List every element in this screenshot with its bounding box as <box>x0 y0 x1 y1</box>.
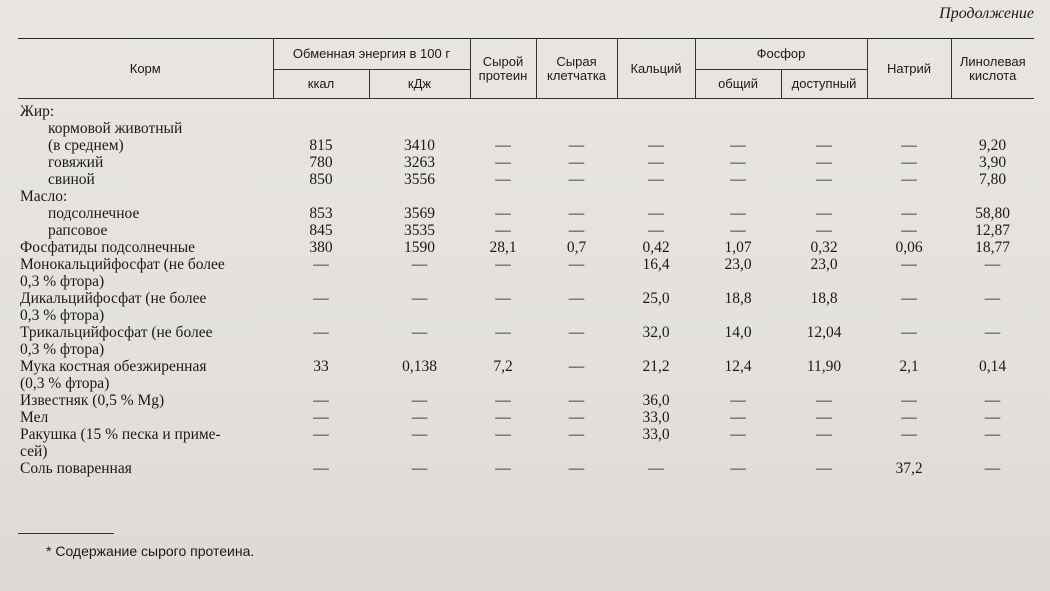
table-row <box>18 239 1034 256</box>
header-fiber: Сырая клетчатка <box>536 39 617 99</box>
p-available-cell <box>781 273 867 290</box>
kj-cell: — <box>411 324 428 341</box>
p-available-cell: 0,32 <box>810 239 838 256</box>
table-row <box>18 375 1034 392</box>
sodium-cell: — <box>901 324 917 341</box>
header-p-total: общий <box>695 70 781 99</box>
p-total-cell: 14,0 <box>724 324 752 341</box>
header-sodium: Натрий <box>867 39 951 99</box>
table-row <box>18 273 1034 290</box>
sodium-cell <box>867 273 951 290</box>
table-row <box>18 426 1034 443</box>
sodium-cell <box>867 120 951 137</box>
protein-cell: — <box>495 154 511 171</box>
kj-cell <box>369 375 470 392</box>
feed-name-cell: Известняк (0,5 % Mg) <box>20 392 165 409</box>
linoleic-cell <box>951 375 1034 392</box>
sodium-cell <box>867 99 951 121</box>
feed-name-cell: говяжий <box>48 154 104 171</box>
p-available-cell: 11,90 <box>806 358 842 375</box>
protein-cell: — <box>495 426 511 443</box>
protein-cell <box>470 307 536 324</box>
table-row <box>18 120 1034 137</box>
calcium-cell: 0,42 <box>642 239 670 256</box>
p-total-cell: — <box>730 392 746 409</box>
protein-cell <box>470 341 536 358</box>
sodium-cell <box>867 443 951 460</box>
fiber-cell <box>536 375 617 392</box>
sodium-cell: — <box>901 222 917 239</box>
p-available-cell <box>781 120 867 137</box>
sodium-cell: — <box>901 409 917 426</box>
linoleic-cell <box>951 188 1034 205</box>
kcal-cell: 33 <box>313 358 329 375</box>
fiber-cell: — <box>568 392 585 409</box>
header-calcium: Кальций <box>617 39 695 99</box>
kj-cell: — <box>411 392 428 409</box>
sodium-cell: — <box>901 426 917 443</box>
p-total-cell: — <box>730 460 746 477</box>
p-total-cell: 12,4 <box>724 358 752 375</box>
p-total-cell: 1,07 <box>724 239 752 256</box>
sodium-cell: — <box>901 205 917 222</box>
kj-cell <box>369 341 470 358</box>
p-available-cell: — <box>816 460 832 477</box>
kcal-cell <box>273 188 369 205</box>
p-total-cell: — <box>730 222 746 239</box>
fiber-cell <box>536 443 617 460</box>
kj-cell <box>369 443 470 460</box>
linoleic-cell: — <box>984 392 1001 409</box>
sodium-cell <box>867 341 951 358</box>
kcal-cell <box>273 273 369 290</box>
p-available-cell: — <box>816 426 832 443</box>
calcium-cell <box>617 99 695 121</box>
kj-cell <box>369 99 470 121</box>
linoleic-cell: 9,20 <box>978 137 1007 154</box>
fiber-cell: — <box>568 324 585 341</box>
fiber-cell: — <box>568 460 585 477</box>
fiber-cell <box>536 99 617 121</box>
protein-cell: — <box>495 290 511 307</box>
kcal-cell: — <box>313 409 329 426</box>
feed-name-cell: 0,3 % фтора) <box>20 307 105 324</box>
calcium-cell <box>617 273 695 290</box>
protein-cell: 28,1 <box>489 239 517 256</box>
feed-name-cell: рапсовое <box>48 222 108 239</box>
protein-cell: — <box>495 256 511 273</box>
p-available-cell: 23,0 <box>810 256 838 273</box>
kcal-cell: — <box>313 392 329 409</box>
calcium-cell <box>617 188 695 205</box>
protein-cell <box>470 99 536 121</box>
linoleic-cell: — <box>984 460 1001 477</box>
linoleic-cell: 3,90 <box>978 154 1007 171</box>
p-total-cell: — <box>730 137 746 154</box>
kcal-cell: 780 <box>309 154 333 171</box>
sodium-cell: — <box>901 392 917 409</box>
footnote-divider <box>18 533 114 534</box>
fiber-cell <box>536 273 617 290</box>
p-total-cell <box>695 120 781 137</box>
feed-name-cell: Монокальцийфосфат (не более <box>20 256 225 273</box>
protein-cell <box>470 188 536 205</box>
fiber-cell: — <box>568 358 585 375</box>
p-available-cell <box>781 99 867 121</box>
linoleic-cell: — <box>984 426 1001 443</box>
table-row <box>18 460 1034 477</box>
linoleic-cell <box>951 341 1034 358</box>
sodium-cell: — <box>901 137 917 154</box>
calcium-cell: 32,0 <box>642 324 670 341</box>
header-kj: кДж <box>369 70 470 99</box>
sodium-cell: — <box>901 171 917 188</box>
feed-name-cell: Мел <box>20 409 49 426</box>
p-available-cell <box>781 307 867 324</box>
linoleic-cell: — <box>984 256 1001 273</box>
feed-name-cell: Соль поваренная <box>20 460 132 477</box>
linoleic-cell <box>951 443 1034 460</box>
header-protein: Сырой протеин <box>470 39 536 99</box>
fiber-cell <box>536 120 617 137</box>
feed-composition-table <box>18 38 1034 477</box>
kj-cell: 3410 <box>404 137 435 154</box>
sodium-cell: 0,06 <box>895 239 923 256</box>
protein-cell <box>470 273 536 290</box>
protein-cell <box>470 375 536 392</box>
kj-cell: — <box>411 460 428 477</box>
fiber-cell: — <box>568 290 585 307</box>
kj-cell: — <box>411 409 428 426</box>
kcal-cell: — <box>313 256 329 273</box>
table-row <box>18 358 1034 375</box>
p-available-cell: 12,04 <box>806 324 842 341</box>
kcal-cell <box>273 120 369 137</box>
kcal-cell: — <box>313 426 329 443</box>
p-total-cell <box>695 307 781 324</box>
p-total-cell <box>695 443 781 460</box>
p-total-cell <box>695 341 781 358</box>
calcium-cell <box>617 120 695 137</box>
fiber-cell: — <box>568 137 585 154</box>
linoleic-cell: — <box>984 409 1001 426</box>
fiber-cell: — <box>568 205 585 222</box>
table-row <box>18 154 1034 171</box>
protein-cell: — <box>495 137 511 154</box>
continuation-label: Продолжение <box>939 5 1034 22</box>
table-row <box>18 222 1034 239</box>
kcal-cell: 850 <box>309 171 333 188</box>
protein-cell: — <box>495 324 511 341</box>
sodium-cell: — <box>901 290 917 307</box>
fiber-cell: — <box>568 222 585 239</box>
table-body <box>18 99 1034 478</box>
kj-cell: — <box>411 426 428 443</box>
kj-cell: — <box>411 290 428 307</box>
kcal-cell <box>273 99 369 121</box>
calcium-cell: — <box>648 222 664 239</box>
protein-cell: — <box>495 171 511 188</box>
p-total-cell: 18,8 <box>724 290 752 307</box>
p-available-cell <box>781 443 867 460</box>
protein-cell: — <box>495 460 511 477</box>
fiber-cell: — <box>568 256 585 273</box>
p-total-cell <box>695 273 781 290</box>
header-energy: Обменная энергия в 100 г <box>273 39 470 70</box>
protein-cell: — <box>495 222 511 239</box>
feed-name-cell: (в среднем) <box>48 137 124 154</box>
kj-cell: 1590 <box>404 239 435 256</box>
p-total-cell: — <box>730 205 746 222</box>
kj-cell <box>369 120 470 137</box>
kcal-cell <box>273 307 369 324</box>
header-phosphorus: Фосфор <box>695 39 867 70</box>
feed-name-cell: Ракушка (15 % песка и приме- <box>20 426 221 443</box>
calcium-cell: 33,0 <box>642 409 670 426</box>
sodium-cell: — <box>901 256 917 273</box>
table-row <box>18 256 1034 273</box>
footnote: * Содержание сырого протеина. <box>46 543 255 559</box>
fiber-cell <box>536 307 617 324</box>
linoleic-cell <box>951 307 1034 324</box>
protein-cell: — <box>495 392 511 409</box>
calcium-cell <box>617 375 695 392</box>
linoleic-cell: 7,80 <box>978 171 1007 188</box>
kcal-cell: 380 <box>309 239 333 256</box>
feed-name-cell: Дикальцийфосфат (не более <box>20 290 207 307</box>
p-available-cell: — <box>816 392 832 409</box>
calcium-cell <box>617 443 695 460</box>
p-available-cell: — <box>816 205 832 222</box>
table-row <box>18 443 1034 460</box>
calcium-cell: 33,0 <box>642 426 670 443</box>
calcium-cell <box>617 307 695 324</box>
kcal-cell: 815 <box>309 137 333 154</box>
feed-name-cell: 0,3 % фтора) <box>20 273 105 290</box>
table-row <box>18 307 1034 324</box>
calcium-cell: — <box>648 171 664 188</box>
kcal-cell: 853 <box>309 205 333 222</box>
feed-name-cell: Жир: <box>20 103 55 120</box>
kcal-cell <box>273 341 369 358</box>
p-available-cell: 18,8 <box>810 290 838 307</box>
kcal-cell: — <box>313 290 329 307</box>
feed-name-cell: Трикальцийфосфат (не более <box>20 324 213 341</box>
fiber-cell <box>536 341 617 358</box>
protein-cell: — <box>495 409 511 426</box>
p-total-cell: — <box>730 409 746 426</box>
table-row <box>18 392 1034 409</box>
kcal-cell: — <box>313 460 329 477</box>
sodium-cell <box>867 307 951 324</box>
calcium-cell: — <box>648 205 664 222</box>
table-row <box>18 137 1034 154</box>
kj-cell: 0,138 <box>402 358 437 375</box>
feed-name-cell: сей) <box>20 443 48 460</box>
kj-cell: 3556 <box>404 171 435 188</box>
fiber-cell: — <box>568 426 585 443</box>
calcium-cell: — <box>648 137 664 154</box>
kcal-cell: 845 <box>309 222 333 239</box>
p-available-cell: — <box>816 137 832 154</box>
linoleic-cell: — <box>984 290 1001 307</box>
p-available-cell <box>781 375 867 392</box>
calcium-cell <box>617 341 695 358</box>
kj-cell <box>369 307 470 324</box>
p-total-cell: — <box>730 426 746 443</box>
table-row <box>18 188 1034 205</box>
p-total-cell: — <box>730 171 746 188</box>
header-feed: Корм <box>18 39 273 99</box>
kcal-cell <box>273 375 369 392</box>
linoleic-cell <box>951 99 1034 121</box>
fiber-cell <box>536 188 617 205</box>
table-row <box>18 324 1034 341</box>
fiber-cell: — <box>568 171 585 188</box>
p-available-cell <box>781 341 867 358</box>
p-total-cell <box>695 188 781 205</box>
protein-cell <box>470 120 536 137</box>
kj-cell: 3263 <box>404 154 435 171</box>
kj-cell: 3535 <box>404 222 435 239</box>
fiber-cell: — <box>568 409 585 426</box>
kj-cell: 3569 <box>404 205 435 222</box>
table-row <box>18 341 1034 358</box>
table-row <box>18 290 1034 307</box>
feed-name-cell: Фосфатиды подсолнечные <box>20 239 196 256</box>
header-kcal: ккал <box>273 70 369 99</box>
kj-cell <box>369 273 470 290</box>
linoleic-cell: — <box>984 324 1001 341</box>
linoleic-cell <box>951 120 1034 137</box>
fiber-cell: 0,7 <box>566 239 587 256</box>
feed-name-cell: кормовой животный <box>48 120 183 137</box>
linoleic-cell: 18,77 <box>975 239 1010 256</box>
calcium-cell: — <box>648 154 664 171</box>
linoleic-cell <box>951 273 1034 290</box>
fiber-cell: — <box>568 154 585 171</box>
feed-name-cell: 0,3 % фтора) <box>20 341 105 358</box>
p-available-cell: — <box>816 409 832 426</box>
sodium-cell: 37,2 <box>895 460 923 477</box>
table-row <box>18 99 1034 121</box>
p-available-cell: — <box>816 154 832 171</box>
calcium-cell: 36,0 <box>642 392 670 409</box>
p-available-cell: — <box>816 222 832 239</box>
p-total-cell <box>695 99 781 121</box>
calcium-cell: — <box>648 460 664 477</box>
kj-cell: — <box>411 256 428 273</box>
protein-cell: 7,2 <box>493 358 513 375</box>
sodium-cell: 2,1 <box>899 358 919 375</box>
calcium-cell: 25,0 <box>642 290 670 307</box>
table-row <box>18 409 1034 426</box>
p-total-cell: 23,0 <box>724 256 752 273</box>
feed-name-cell: Масло: <box>20 188 68 205</box>
p-available-cell <box>781 188 867 205</box>
p-available-cell: — <box>816 171 832 188</box>
feed-name-cell: подсолнечное <box>48 205 140 222</box>
sodium-cell <box>867 188 951 205</box>
header-linoleic: Линолевая кислота <box>951 39 1034 99</box>
kcal-cell: — <box>313 324 329 341</box>
protein-cell: — <box>495 205 511 222</box>
table-row <box>18 205 1034 222</box>
table-header <box>18 39 1034 99</box>
sodium-cell <box>867 375 951 392</box>
table-row <box>18 171 1034 188</box>
linoleic-cell: 12,87 <box>975 222 1010 239</box>
sodium-cell: — <box>901 154 917 171</box>
feed-name-cell: свиной <box>48 171 95 188</box>
linoleic-cell: 0,14 <box>978 358 1007 375</box>
feed-name-cell: (0,3 % фтора) <box>20 375 110 392</box>
calcium-cell: 21,2 <box>642 358 670 375</box>
calcium-cell: 16,4 <box>642 256 670 273</box>
p-total-cell <box>695 375 781 392</box>
header-p-available: доступный <box>781 70 867 99</box>
linoleic-cell: 58,80 <box>975 205 1010 222</box>
kcal-cell <box>273 443 369 460</box>
protein-cell <box>470 443 536 460</box>
kj-cell <box>369 188 470 205</box>
p-total-cell: — <box>730 154 746 171</box>
feed-name-cell: Мука костная обезжиренная <box>20 358 207 375</box>
